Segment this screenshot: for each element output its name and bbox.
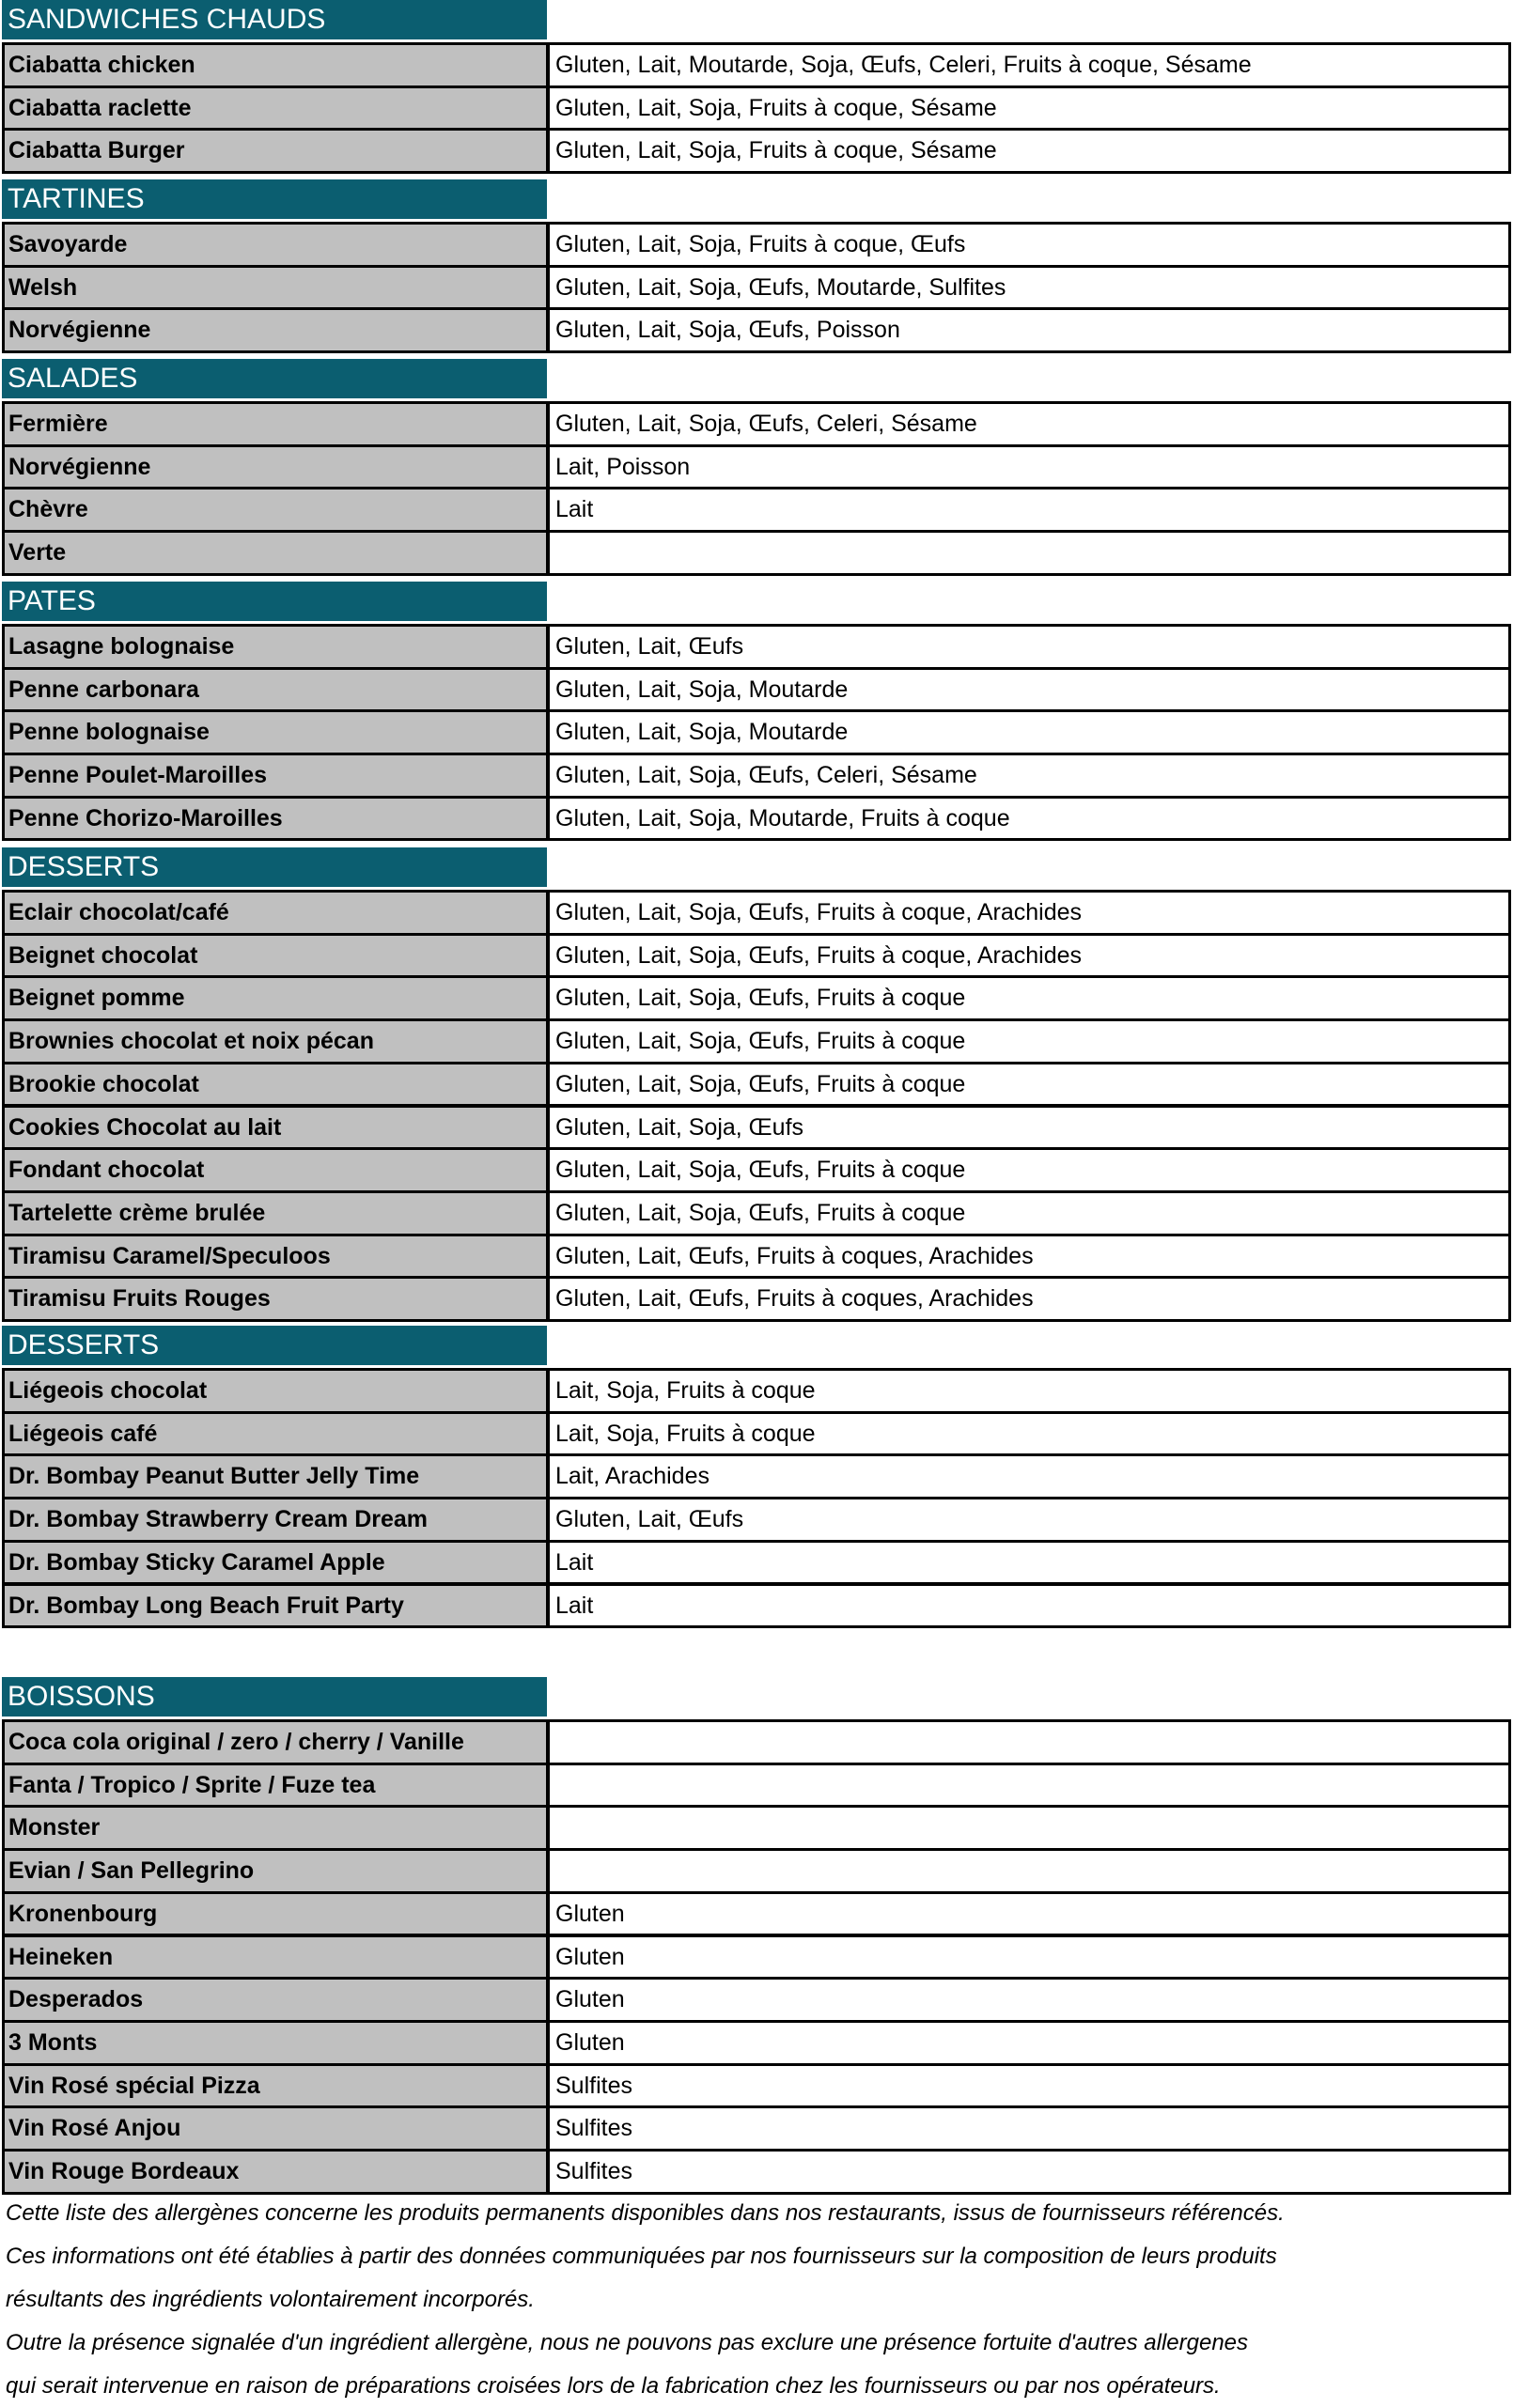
item-name: Vin Rosé Anjou: [2, 2105, 549, 2152]
item-allergens: Gluten: [547, 1934, 1511, 1981]
item-name: Tartelette crème brulée: [2, 1190, 549, 1236]
section-header: SALADES: [2, 359, 547, 398]
item-allergens: Gluten, Lait, Soja, Œufs, Poisson: [547, 307, 1511, 353]
item-name: Ciabatta raclette: [2, 85, 549, 132]
item-name: Savoyarde: [2, 222, 549, 268]
item-allergens: Gluten, Lait, Soja, Œufs, Moutarde, Sulfites: [547, 265, 1511, 311]
item-allergens: Sulfites: [547, 2063, 1511, 2109]
item-name: Tiramisu Caramel/Speculoos: [2, 1234, 549, 1280]
item-allergens: Gluten, Lait, Soja, Moutarde: [547, 667, 1511, 713]
item-allergens: Gluten, Lait, Soja, Moutarde: [547, 709, 1511, 755]
item-allergens: Gluten, Lait, Soja, Œufs, Fruits à coque: [547, 1190, 1511, 1236]
item-name: 3 Monts: [2, 2020, 549, 2066]
item-allergens: Gluten, Lait, Œufs: [547, 624, 1511, 670]
item-allergens: Gluten, Lait, Œufs, Fruits à coques, Arachides: [547, 1234, 1511, 1280]
item-name: Brookie chocolat: [2, 1062, 549, 1108]
item-allergens: Gluten: [547, 1977, 1511, 2023]
item-name: Beignet chocolat: [2, 933, 549, 979]
item-name: Penne bolognaise: [2, 709, 549, 755]
item-allergens: Lait: [547, 1583, 1511, 1629]
item-name: Fermière: [2, 401, 549, 447]
item-name: Lasagne bolognaise: [2, 624, 549, 670]
item-name: Dr. Bombay Strawberry Cream Dream: [2, 1497, 549, 1543]
item-allergens: Gluten, Lait, Soja, Œufs, Fruits à coque, Arachides: [547, 890, 1511, 936]
footnote-line: Cette liste des allergènes concerne les produits permanents disponibles dans nos restaurants, issus de fournisseurs référencés.: [6, 2200, 1285, 2226]
item-name: Dr. Bombay Sticky Caramel Apple: [2, 1540, 549, 1586]
section-header: SANDWICHES CHAUDS: [2, 0, 547, 39]
item-name: Fanta / Tropico / Sprite / Fuze tea: [2, 1763, 549, 1809]
section-header: DESSERTS: [2, 847, 547, 887]
item-name: Chèvre: [2, 487, 549, 533]
item-allergens: Gluten, Lait, Soja, Œufs, Celeri, Sésame: [547, 753, 1511, 799]
item-name: Dr. Bombay Peanut Butter Jelly Time: [2, 1453, 549, 1499]
item-name: Tiramisu Fruits Rouges: [2, 1276, 549, 1322]
item-allergens: Sulfites: [547, 2105, 1511, 2152]
item-name: Liégeois chocolat: [2, 1368, 549, 1414]
item-name: Cookies Chocolat au lait: [2, 1105, 549, 1151]
item-allergens: Gluten: [547, 2020, 1511, 2066]
item-allergens: Lait, Soja, Fruits à coque: [547, 1368, 1511, 1414]
item-allergens: [547, 1763, 1511, 1809]
item-allergens: Lait: [547, 1540, 1511, 1586]
item-allergens: Sulfites: [547, 2149, 1511, 2195]
footnote-line: Ces informations ont été établies à partir des données communiquées par nos fournisseurs sur la composition de leurs produits: [6, 2244, 1277, 2269]
footnote-line: Outre la présence signalée d'un ingrédient allergène, nous ne pouvons pas exclure une présence fortuite d'autres allergenes: [6, 2330, 1249, 2355]
item-name: Penne Chorizo-Maroilles: [2, 796, 549, 842]
footnote-line: qui serait intervenue en raison de préparations croisées lors de la fabrication chez les fournisseurs ou par nos opérateurs.: [6, 2373, 1221, 2399]
item-name: Penne carbonara: [2, 667, 549, 713]
item-name: Monster: [2, 1805, 549, 1851]
item-allergens: Lait: [547, 487, 1511, 533]
item-allergens: Gluten: [547, 1891, 1511, 1937]
item-name: Vin Rosé spécial Pizza: [2, 2063, 549, 2109]
item-name: Ciabatta Burger: [2, 128, 549, 174]
section-header: PATES: [2, 582, 547, 621]
item-allergens: Gluten, Lait, Soja, Fruits à coque, Œufs: [547, 222, 1511, 268]
item-name: Heineken: [2, 1934, 549, 1981]
item-name: Kronenbourg: [2, 1891, 549, 1937]
item-allergens: Gluten, Lait, Soja, Œufs, Fruits à coque: [547, 975, 1511, 1021]
item-allergens: Gluten, Lait, Moutarde, Soja, Œufs, Celeri, Fruits à coque, Sésame: [547, 42, 1511, 88]
item-name: Norvégienne: [2, 444, 549, 490]
item-name: Dr. Bombay Long Beach Fruit Party: [2, 1583, 549, 1629]
item-allergens: Gluten, Lait, Soja, Œufs, Celeri, Sésame: [547, 401, 1511, 447]
item-allergens: Lait, Arachides: [547, 1453, 1511, 1499]
item-allergens: Gluten, Lait, Soja, Œufs: [547, 1105, 1511, 1151]
section-header: TARTINES: [2, 179, 547, 219]
item-name: Eclair chocolat/café: [2, 890, 549, 936]
item-name: Ciabatta chicken: [2, 42, 549, 88]
footnote-line: résultants des ingrédients volontairement incorporés.: [6, 2287, 535, 2312]
item-allergens: [547, 1848, 1511, 1894]
item-name: Vin Rouge Bordeaux: [2, 2149, 549, 2195]
item-allergens: [547, 1805, 1511, 1851]
item-name: Norvégienne: [2, 307, 549, 353]
item-allergens: Gluten, Lait, Soja, Fruits à coque, Sésame: [547, 128, 1511, 174]
item-allergens: Gluten, Lait, Œufs, Fruits à coques, Arachides: [547, 1276, 1511, 1322]
item-allergens: Lait, Soja, Fruits à coque: [547, 1411, 1511, 1457]
item-allergens: Gluten, Lait, Soja, Moutarde, Fruits à coque: [547, 796, 1511, 842]
item-allergens: Lait, Poisson: [547, 444, 1511, 490]
item-name: Welsh: [2, 265, 549, 311]
item-name: Coca cola original / zero / cherry / Vanille: [2, 1719, 549, 1765]
item-allergens: [547, 1719, 1511, 1765]
section-header: BOISSONS: [2, 1677, 547, 1717]
item-name: Evian / San Pellegrino: [2, 1848, 549, 1894]
item-name: Liégeois café: [2, 1411, 549, 1457]
item-name: Penne Poulet-Maroilles: [2, 753, 549, 799]
item-allergens: [547, 530, 1511, 576]
item-name: Desperados: [2, 1977, 549, 2023]
item-name: Beignet pomme: [2, 975, 549, 1021]
item-allergens: Gluten, Lait, Soja, Œufs, Fruits à coque: [547, 1062, 1511, 1108]
item-name: Brownies chocolat et noix pécan: [2, 1018, 549, 1064]
item-allergens: Gluten, Lait, Soja, Œufs, Fruits à coque: [547, 1018, 1511, 1064]
item-allergens: Gluten, Lait, Soja, Œufs, Fruits à coque: [547, 1147, 1511, 1193]
item-allergens: Gluten, Lait, Œufs: [547, 1497, 1511, 1543]
item-name: Fondant chocolat: [2, 1147, 549, 1193]
item-allergens: Gluten, Lait, Soja, Fruits à coque, Sésame: [547, 85, 1511, 132]
section-header: DESSERTS: [2, 1326, 547, 1365]
item-allergens: Gluten, Lait, Soja, Œufs, Fruits à coque, Arachides: [547, 933, 1511, 979]
item-name: Verte: [2, 530, 549, 576]
